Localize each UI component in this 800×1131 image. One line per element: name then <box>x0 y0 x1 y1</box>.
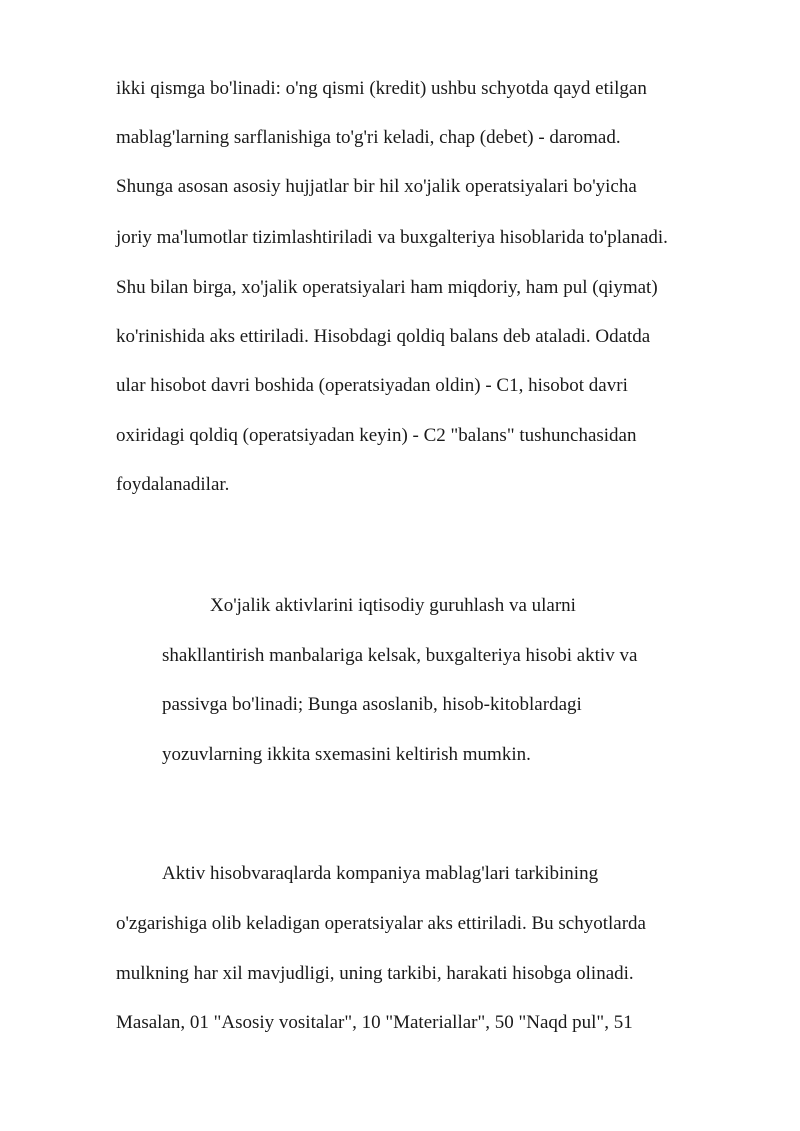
text-line: ko'rinishida aks ettiriladi. Hisobdagi qoldiq balans deb ataladi. Odatda <box>116 326 651 347</box>
text-line: yozuvlarning ikkita sxemasini keltirish mumkin. <box>162 744 531 765</box>
text-line: Shunga asosan asosiy hujjatlar bir hil xo'jalik operatsiyalari bo'yicha <box>116 176 637 197</box>
text-line: o'zgarishiga olib keladigan operatsiyalar aks ettiriladi. Bu schyotlarda <box>116 913 646 934</box>
text-line: joriy ma'lumotlar tizimlashtiriladi va buxgalteriya hisoblarida to'planadi. <box>116 227 668 248</box>
text-line: Shu bilan birga, xo'jalik operatsiyalari ham miqdoriy, ham pul (qiymat) <box>116 277 658 298</box>
text-line: mulkning har xil mavjudligi, uning tarkibi, harakati hisobga olinadi. <box>116 963 634 984</box>
text-line: passivga bo'linadi; Bunga asoslanib, hisob-kitoblardagi <box>162 694 582 715</box>
text-line: mablag'larning sarflanishiga to'g'ri keladi, chap (debet) - daromad. <box>116 127 621 148</box>
text-line: foydalanadilar. <box>116 474 230 495</box>
text-line: Masalan, 01 "Asosiy vositalar", 10 "Materiallar", 50 "Naqd pul", 51 <box>116 1012 633 1033</box>
text-line: Xo'jalik aktivlarini iqtisodiy guruhlash va ularni <box>210 595 576 616</box>
text-line: Aktiv hisobvaraqlarda kompaniya mablag'lari tarkibining <box>162 863 599 884</box>
text-line: ular hisobot davri boshida (operatsiyadan oldin) - C1, hisobot davri <box>116 375 628 396</box>
text-line: oxiridagi qoldiq (operatsiyadan keyin) - C2 "balans" tushunchasidan <box>116 425 637 446</box>
text-line: ikki qismga bo'linadi: o'ng qismi (kredit) ushbu schyotda qayd etilgan <box>116 78 647 99</box>
text-line: shakllantirish manbalariga kelsak, buxgalteriya hisobi aktiv va <box>162 645 638 666</box>
